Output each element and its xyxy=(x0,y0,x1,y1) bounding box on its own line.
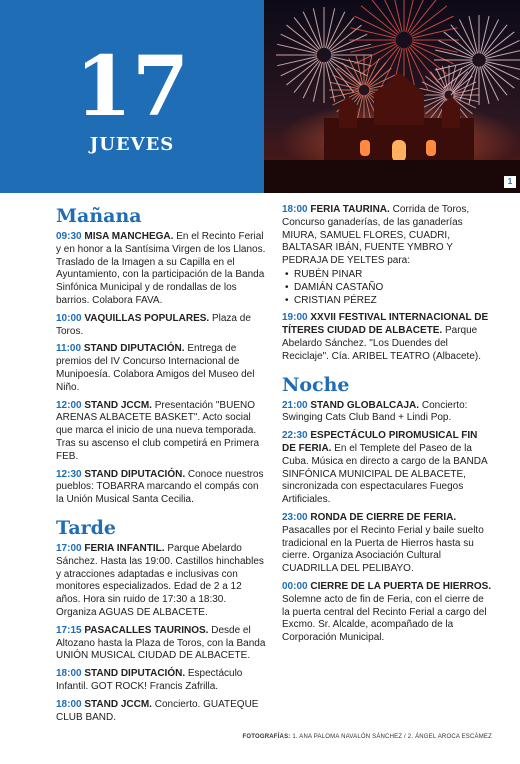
event-text: Corrida de Toros, Concurso ganaderías, de las ganaderías MIURA, SAMUEL FLORES, CUADRI, BALTASAR IBÁN, FUENTE YMBRO Y PEDRAJA DE YELTES para: xyxy=(282,204,470,267)
tarde-events-right xyxy=(282,204,494,364)
event-time: 18:00 xyxy=(282,204,308,215)
tarde-events-left xyxy=(56,543,268,724)
event-text: Espectáculo Infantil. GOT ROCK! Francis Zafrilla. xyxy=(56,668,243,692)
section-title-manana: Mañana xyxy=(56,205,142,227)
event-item xyxy=(56,543,268,620)
event-text: Concierto. GUATEQUE CLUB BAND. xyxy=(56,698,259,723)
event-text: Concierto: Swinging Cats Club Band + Lindi Pop. xyxy=(282,399,468,424)
event-item xyxy=(56,343,268,394)
event-text: Solemne acto de fin de Feria, con el cierre de la puerta central del Recinto Ferial a cargo del Excmo. Sr. Alcalde, acompañado de la Corporación Municipal. xyxy=(282,593,487,644)
event-text: Plaza de Toros. xyxy=(56,312,251,337)
event-time: 18:00 xyxy=(56,698,82,710)
event-title: STAND JCCM. xyxy=(84,399,152,411)
noche-events xyxy=(282,400,494,645)
event-item xyxy=(282,312,494,363)
fireworks-illustration xyxy=(264,0,520,193)
event-item xyxy=(56,231,268,308)
event-time: 00:00 xyxy=(282,580,308,592)
event-item xyxy=(56,313,268,339)
event-time: 12:30 xyxy=(56,468,82,480)
list-item: • RUBÉN PINAR xyxy=(282,269,494,282)
day-number: 17 xyxy=(74,39,190,135)
event-time: 17:00 xyxy=(56,542,82,554)
event-item xyxy=(56,668,268,694)
event-item xyxy=(282,430,494,507)
event-time: 11:00 xyxy=(56,343,82,355)
event-time: 21:00 xyxy=(282,399,308,411)
event-title: STAND DIPUTACIÓN. xyxy=(83,343,185,355)
event-text: En el Recinto Ferial y en honor a la Santísima Virgen de los Llanos. Traslado de la Imagen a su Capilla en el Ayuntamiento, con la participación de la Banda Sinfónica Municipal y de rondallas de los barrios. Colabora FAVA. xyxy=(56,231,266,306)
event-title: STAND DIPUTACIÓN. xyxy=(84,668,186,680)
event-text: Conoce nuestros pueblos: TOBARRA marcando el compás con la Unión Musical Santa Cecilia. xyxy=(56,468,264,506)
section-title-noche: Noche xyxy=(282,373,350,396)
event-title: PASACALLES TAURINOS. xyxy=(84,624,209,636)
event-time: 22:30 xyxy=(282,430,308,442)
event-text: Pasacalles por el Recinto Ferial y baile suelto tradicional en la Puerta de Hierros hasta su cierre. Organiza Asociación Cultural CUADRILLA DEL PELIBAYO. xyxy=(282,524,484,575)
event-title: XXVII FESTIVAL INTERNACIONAL DE TÍTERES CIUDAD DE ALBACETE. xyxy=(282,312,489,337)
event-title: RONDA DE CIERRE DE FERIA. xyxy=(310,511,457,523)
manana-events xyxy=(56,231,268,507)
event-text: Desde el Altozano hasta la Plaza de Toros, con la Banda UNIÓN MUSICAL CIUDAD DE ALBACETE. xyxy=(56,624,266,662)
fireworks-photo xyxy=(264,0,520,193)
event-title: FERIA INFANTIL. xyxy=(84,542,165,554)
event-title: FERIA TAURINA. xyxy=(310,204,390,215)
right-column xyxy=(282,204,494,650)
section-title-tarde: Tarde xyxy=(56,516,117,539)
bullet-list xyxy=(282,269,494,307)
event-time: 10:00 xyxy=(56,312,82,324)
event-text: Entrega de premios del IV Concurso Internacional de Munipoesía. Colabora Amigos del Museo del Niño. xyxy=(56,343,255,393)
photo-number: 1 xyxy=(504,176,516,188)
event-text: Parque Abelardo Sánchez. "Los Duendes del Reciclaje". Cía. ARIBEL TEATRO (Albacete). xyxy=(282,325,481,362)
event-title: CIERRE DE LA PUERTA DE HIERROS. xyxy=(310,580,492,592)
left-column xyxy=(56,204,268,729)
credits-label: FOTOGRAFÍAS: xyxy=(242,734,291,740)
event-item xyxy=(282,400,494,426)
list-item: • CRISTIAN PÉREZ xyxy=(282,295,494,308)
photo-credits xyxy=(243,734,492,740)
event-title: VAQUILLAS POPULARES. xyxy=(84,312,210,324)
event-item xyxy=(56,400,268,464)
event-title: STAND GLOBALCAJA. xyxy=(310,399,420,411)
event-time: 12:00 xyxy=(56,399,82,411)
event-item xyxy=(282,204,494,268)
list-item: • DAMIÁN CASTAÑO xyxy=(282,282,494,295)
event-item xyxy=(282,512,494,576)
event-title: MISA MANCHEGA. xyxy=(84,231,174,242)
event-text: Presentación "BUENO ARENAS ALBACETE BASKET". Acto social que marca el inicio de una nueva temporada. Tras su ascenso el club competirá en Primera FEB. xyxy=(56,399,260,462)
event-item xyxy=(56,699,268,725)
date-panel xyxy=(0,0,264,193)
event-time: 18:00 xyxy=(56,668,82,680)
event-title: STAND JCCM. xyxy=(84,698,152,710)
header xyxy=(0,0,520,193)
credits-text: 1. ANA PALOMA NAVALÓN SÁNCHEZ / 2. ÁNGEL AROCA ESCÁMEZ xyxy=(292,734,492,740)
event-time: 09:30 xyxy=(56,231,82,242)
event-time: 23:00 xyxy=(282,511,308,523)
event-text: En el Templete del Paseo de la Cuba. Música en directo a cargo de la BANDA SINFÓNICA MUNICIPAL DE ALBACETE, sincronizada con espectaculares Fuegos Artificiales. xyxy=(282,442,488,506)
event-title: STAND DIPUTACIÓN. xyxy=(84,468,186,480)
event-item xyxy=(56,625,268,663)
event-item xyxy=(56,469,268,507)
day-name: JUEVES xyxy=(89,134,175,155)
event-time: 17:15 xyxy=(56,624,82,636)
event-item xyxy=(282,581,494,645)
event-time: 19:00 xyxy=(282,312,308,324)
event-title: ESPECTÁCULO PIROMUSICAL FIN DE FERIA. xyxy=(282,430,478,454)
event-text: Parque Abelardo Sánchez. Hasta las 19:00. Castillos hinchables y atracciones adaptadas e inclusivas con monitores especializados. Edad de 2 a 12 años. Hora sin ruido de 17:30 a 18:30. Organiza AGUAS DE ALBACETE. xyxy=(56,542,264,618)
